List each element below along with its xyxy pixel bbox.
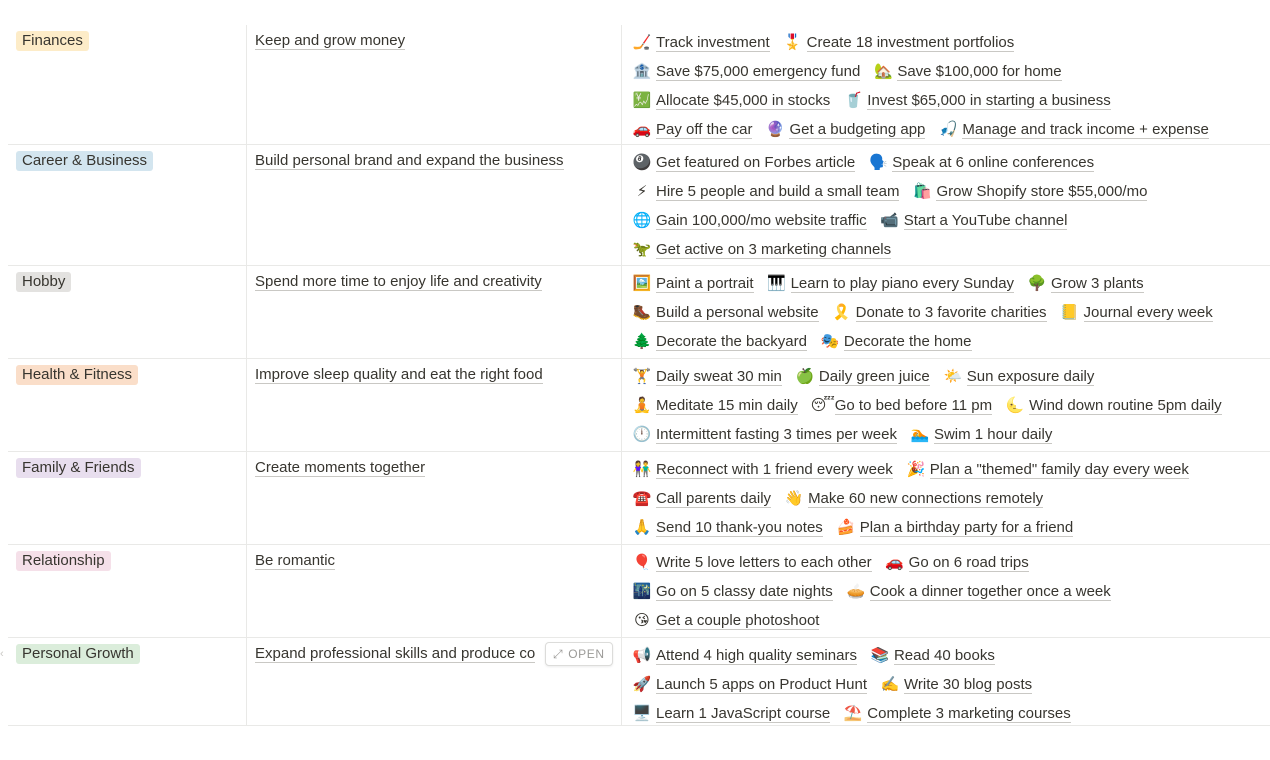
- bank-icon: 🏦: [632, 63, 652, 81]
- meditation-icon: 🧘: [632, 397, 652, 415]
- items-line: [632, 671, 1270, 700]
- related-item[interactable]: [632, 583, 833, 601]
- table-row[interactable]: [8, 359, 1270, 452]
- writing-hand-icon: ✍️: [880, 676, 900, 694]
- related-item-label: Daily sweat 30 min: [656, 368, 782, 386]
- related-item-label: Hire 5 people and build a small team: [656, 183, 900, 201]
- related-item-label: Meditate 15 min daily: [656, 397, 798, 415]
- category-tag-family-friends[interactable]: Family & Friends: [16, 458, 141, 478]
- related-item[interactable]: [843, 705, 1070, 723]
- globe-icon: 🌐: [632, 212, 652, 230]
- items-line: [632, 642, 1270, 671]
- video-camera-icon: 📹: [880, 212, 900, 230]
- category-tag-finances[interactable]: Finances: [16, 31, 89, 51]
- clock-icon: 🕛: [632, 426, 652, 444]
- related-item-label: Attend 4 high quality seminars: [656, 647, 857, 665]
- goal-cell[interactable]: [247, 638, 622, 725]
- goal-link[interactable]: Improve sleep quality and eat the right food: [255, 366, 543, 383]
- items-line: [632, 270, 1270, 299]
- goal-cell[interactable]: [247, 145, 622, 265]
- related-item[interactable]: [632, 63, 860, 81]
- related-item-label: Save $100,000 for home: [897, 63, 1062, 81]
- items-line: [632, 87, 1270, 116]
- related-item-label: Daily green juice: [818, 368, 930, 386]
- items-line: [632, 58, 1270, 87]
- car-icon: 🚗: [632, 121, 652, 139]
- items-line: [632, 299, 1270, 328]
- category-tag-career-business[interactable]: Career & Business: [16, 151, 153, 171]
- crystal-ball-icon: 🔮: [766, 121, 785, 139]
- tree-icon: 🌳: [1027, 275, 1047, 293]
- related-item[interactable]: [820, 333, 972, 351]
- category-cell[interactable]: [8, 266, 247, 358]
- related-item-label: Read 40 books: [893, 647, 995, 665]
- dinosaur-icon: 🦖: [632, 241, 652, 259]
- chart-up-icon: 💹: [632, 92, 652, 110]
- related-item-label: Manage and track income + expense: [962, 121, 1209, 139]
- items-line: [632, 363, 1270, 392]
- items-line: [632, 421, 1270, 450]
- related-item-label: Get a couple photoshoot: [656, 612, 820, 630]
- medal-icon: 🎖️: [783, 34, 802, 52]
- related-item[interactable]: [632, 183, 899, 201]
- related-item[interactable]: [836, 519, 1073, 537]
- related-item-label: Pay off the car: [656, 121, 753, 139]
- desktop-computer-icon: 🖥️: [632, 705, 652, 723]
- goal-link[interactable]: Expand professional skills and produce co: [255, 645, 536, 662]
- related-item-label: Track investment: [656, 34, 770, 52]
- table-row[interactable]: [8, 452, 1270, 545]
- related-item-label: Get featured on Forbes article: [656, 154, 856, 172]
- items-line: [632, 207, 1270, 236]
- related-items-cell: [622, 266, 1270, 358]
- hockey-stick-icon: 🏒: [632, 34, 652, 52]
- related-item[interactable]: [811, 397, 992, 415]
- related-item-label: Write 5 love letters to each other: [656, 554, 872, 572]
- related-item[interactable]: [938, 121, 1208, 139]
- beach-umbrella-icon: ⛱️: [843, 705, 863, 723]
- items-line: [632, 178, 1270, 207]
- goal-cell[interactable]: [247, 452, 622, 544]
- related-item-label: Wind down routine 5pm daily: [1029, 397, 1222, 415]
- table-row[interactable]: [8, 25, 1270, 145]
- items-line: [632, 607, 1270, 636]
- related-item[interactable]: [846, 583, 1111, 601]
- related-items-cell: [622, 452, 1270, 544]
- related-item[interactable]: [843, 92, 1111, 110]
- items-line: [632, 236, 1270, 265]
- related-item[interactable]: [832, 304, 1047, 322]
- boot-icon: 🥾: [632, 304, 652, 322]
- items-line: [632, 700, 1270, 725]
- related-item-label: Sun exposure daily: [966, 368, 1095, 386]
- related-item[interactable]: [632, 212, 867, 230]
- items-line: [632, 456, 1270, 485]
- category-cell[interactable]: [8, 359, 247, 451]
- goal-link[interactable]: Create moments together: [255, 459, 426, 476]
- couple-icon: 👫: [632, 461, 652, 479]
- category-tag-personal-growth[interactable]: Personal Growth: [16, 644, 140, 664]
- evergreen-tree-icon: 🌲: [632, 333, 652, 351]
- related-item[interactable]: [632, 461, 893, 479]
- related-item-label: Learn 1 JavaScript course: [656, 705, 831, 723]
- related-item-label: Gain 100,000/mo website traffic: [656, 212, 867, 230]
- related-item[interactable]: [632, 34, 770, 52]
- related-item[interactable]: [765, 121, 925, 139]
- eight-ball-icon: 🎱: [632, 154, 652, 172]
- items-line: [632, 116, 1270, 144]
- related-item[interactable]: [1060, 304, 1213, 322]
- related-item[interactable]: [880, 212, 1068, 230]
- related-item[interactable]: [885, 554, 1029, 572]
- category-cell[interactable]: [8, 145, 247, 265]
- related-item-label: Make 60 new connections remotely: [808, 490, 1044, 508]
- related-item-label: Donate to 3 favorite charities: [855, 304, 1047, 322]
- related-item-label: Journal every week: [1083, 304, 1213, 322]
- related-item[interactable]: [632, 275, 754, 293]
- related-item[interactable]: [767, 275, 1014, 293]
- row-drag-handle-icon[interactable]: ‹: [0, 648, 4, 660]
- items-line: [632, 29, 1270, 58]
- goal-cell[interactable]: [247, 25, 622, 144]
- related-item-label: Cook a dinner together once a week: [869, 583, 1111, 601]
- related-item-label: Call parents daily: [656, 490, 772, 508]
- related-item[interactable]: [632, 241, 891, 259]
- cup-icon: 🥤: [843, 92, 863, 110]
- piano-icon: 🎹: [767, 275, 786, 293]
- category-cell[interactable]: [8, 25, 247, 144]
- related-item-label: Grow Shopify store $55,000/mo: [936, 183, 1148, 201]
- open-page-button[interactable]: [545, 642, 613, 666]
- related-item[interactable]: [783, 34, 1015, 52]
- related-item-label: Decorate the home: [843, 333, 972, 351]
- cake-icon: 🍰: [836, 519, 856, 537]
- waving-hand-icon: 👋: [784, 490, 804, 508]
- car-icon: 🚗: [885, 554, 905, 572]
- items-line: [632, 549, 1270, 578]
- items-line: [632, 149, 1270, 178]
- related-item[interactable]: [632, 397, 798, 415]
- category-cell[interactable]: [8, 638, 247, 725]
- related-item-label: Go to bed before 11 pm: [834, 397, 993, 415]
- swimmer-icon: 🏊: [910, 426, 930, 444]
- category-cell[interactable]: [8, 545, 247, 637]
- related-item-label: Send 10 thank-you notes: [656, 519, 823, 537]
- items-line: [632, 514, 1270, 543]
- night-city-icon: 🌃: [632, 583, 652, 601]
- related-item-label: Build a personal website: [656, 304, 819, 322]
- related-item-label: Decorate the backyard: [656, 333, 807, 351]
- related-items-cell: [622, 359, 1270, 451]
- related-item[interactable]: [1027, 275, 1144, 293]
- table-row[interactable]: [8, 545, 1270, 638]
- related-item-label: Learn to play piano every Sunday: [790, 275, 1015, 293]
- weightlifter-icon: 🏋️: [632, 368, 652, 386]
- items-line: [632, 392, 1270, 421]
- fishing-icon: 🎣: [939, 121, 958, 139]
- related-item[interactable]: [632, 121, 752, 139]
- shopping-bag-icon: 🛍️: [913, 183, 932, 201]
- goal-link[interactable]: Spend more time to enjoy life and creativity: [255, 273, 542, 290]
- expand-arrows-icon: ⤢: [553, 646, 564, 661]
- books-icon: 📚: [870, 647, 890, 665]
- related-item-label: Invest $65,000 in starting a business: [867, 92, 1111, 110]
- goals-table: [8, 25, 1270, 726]
- kissing-face-icon: 😘: [634, 612, 650, 630]
- related-item-label: Plan a birthday party for a friend: [859, 519, 1074, 537]
- related-item[interactable]: [632, 368, 782, 386]
- related-item[interactable]: [795, 368, 930, 386]
- related-item-label: Go on 5 classy date nights: [656, 583, 833, 601]
- related-item-label: Speak at 6 online conferences: [892, 154, 1095, 172]
- related-item[interactable]: [632, 705, 830, 723]
- related-item[interactable]: [784, 490, 1043, 508]
- items-line: [632, 578, 1270, 607]
- sun-cloud-icon: 🌤️: [943, 368, 963, 386]
- related-item[interactable]: [943, 368, 1095, 386]
- related-items-cell: [622, 145, 1270, 265]
- category-tag-relationship[interactable]: Relationship: [16, 551, 111, 571]
- table-row[interactable]: [8, 266, 1270, 359]
- items-line: [632, 485, 1270, 514]
- related-item-label: Reconnect with 1 friend every week: [656, 461, 893, 479]
- related-item[interactable]: [632, 426, 897, 444]
- related-item[interactable]: [632, 612, 819, 630]
- category-tag-hobby[interactable]: Hobby: [16, 272, 71, 292]
- category-cell[interactable]: [8, 452, 247, 544]
- related-item-label: Start a YouTube channel: [903, 212, 1068, 230]
- related-items-cell: [622, 638, 1270, 725]
- notebook-icon: 📒: [1060, 304, 1079, 322]
- goal-cell[interactable]: [247, 545, 622, 637]
- related-item[interactable]: [632, 676, 867, 694]
- framed-picture-icon: 🖼️: [632, 275, 652, 293]
- related-item-label: Paint a portrait: [656, 275, 754, 293]
- speaking-head-icon: 🗣️: [868, 154, 888, 172]
- goal-link[interactable]: Be romantic: [255, 552, 336, 569]
- related-item[interactable]: [632, 304, 819, 322]
- related-item[interactable]: [632, 92, 830, 110]
- related-item-label: Write 30 blog posts: [903, 676, 1033, 694]
- green-apple-icon: 🍏: [795, 368, 815, 386]
- related-item-label: Go on 6 road trips: [908, 554, 1029, 572]
- category-tag-health-fitness[interactable]: Health & Fitness: [16, 365, 138, 385]
- moon-icon: 🌜: [1005, 397, 1025, 415]
- related-item-label: Get active on 3 marketing channels: [656, 241, 892, 259]
- table-row[interactable]: [8, 638, 1270, 726]
- related-items-cell: [622, 545, 1270, 637]
- related-item[interactable]: [868, 154, 1094, 172]
- folded-hands-icon: 🙏: [632, 519, 652, 537]
- related-item[interactable]: [632, 519, 823, 537]
- related-item-label: Create 18 investment portfolios: [806, 34, 1015, 52]
- rocket-icon: 🚀: [632, 676, 652, 694]
- open-button-label: OPEN: [568, 647, 605, 661]
- goal-cell[interactable]: [247, 266, 622, 358]
- related-item[interactable]: [632, 490, 771, 508]
- related-item-label: Launch 5 apps on Product Hunt: [656, 676, 867, 694]
- related-item[interactable]: [1005, 397, 1222, 415]
- related-item[interactable]: [632, 554, 872, 572]
- items-line: [632, 328, 1270, 357]
- related-item[interactable]: [870, 647, 995, 665]
- table-row[interactable]: [8, 145, 1270, 266]
- related-item-label: Allocate $45,000 in stocks: [656, 92, 831, 110]
- house-icon: 🏡: [873, 63, 893, 81]
- related-item[interactable]: [906, 461, 1189, 479]
- related-item[interactable]: [632, 333, 807, 351]
- related-item-label: Complete 3 marketing courses: [867, 705, 1071, 723]
- related-item[interactable]: [912, 183, 1147, 201]
- related-items-cell: [622, 25, 1270, 144]
- related-item-label: Swim 1 hour daily: [933, 426, 1053, 444]
- related-item-label: Plan a "themed" family day every week: [929, 461, 1189, 479]
- related-item[interactable]: [873, 63, 1061, 81]
- goal-cell[interactable]: [247, 359, 622, 451]
- related-item-label: Intermittent fasting 3 times per week: [656, 426, 897, 444]
- theater-masks-icon: 🎭: [820, 333, 840, 351]
- related-item[interactable]: [632, 647, 857, 665]
- sleeping-face-icon: 😴: [810, 397, 835, 415]
- telephone-icon: ☎️: [632, 490, 652, 508]
- party-popper-icon: 🎉: [906, 461, 926, 479]
- lightning-icon: ⚡: [636, 183, 648, 201]
- related-item[interactable]: [880, 676, 1032, 694]
- related-item[interactable]: [910, 426, 1052, 444]
- goal-link[interactable]: Build personal brand and expand the business: [255, 152, 564, 169]
- related-item[interactable]: [632, 154, 855, 172]
- ribbon-icon: 🎗️: [832, 304, 851, 322]
- related-item-label: Save $75,000 emergency fund: [656, 63, 861, 81]
- pie-icon: 🥧: [846, 583, 866, 601]
- related-item-label: Get a budgeting app: [789, 121, 926, 139]
- balloon-icon: 🎈: [632, 554, 652, 572]
- goal-link[interactable]: Keep and grow money: [255, 32, 406, 49]
- megaphone-icon: 📢: [632, 647, 652, 665]
- related-item-label: Grow 3 plants: [1051, 275, 1144, 293]
